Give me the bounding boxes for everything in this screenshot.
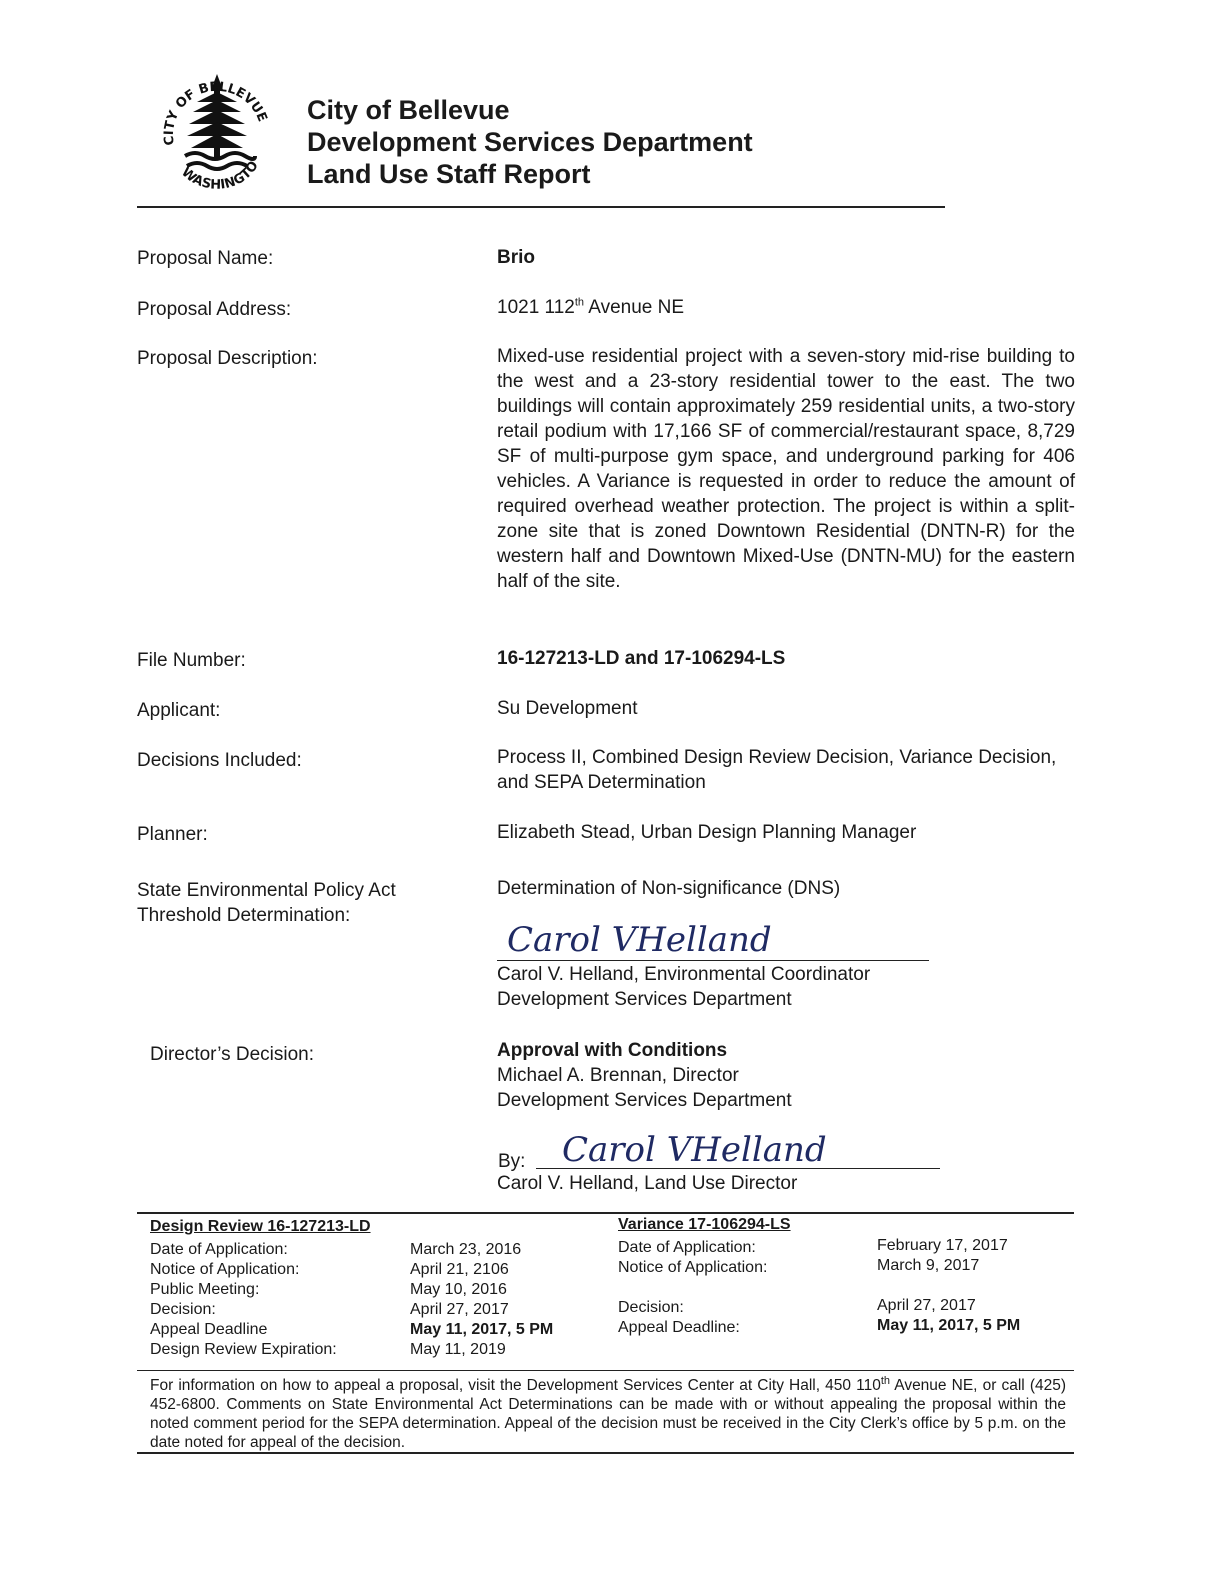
table-row: Appeal Deadline: (618, 1319, 740, 1336)
table-row: Design Review Expiration: (150, 1341, 337, 1358)
director-signature-line (536, 1168, 940, 1169)
header-report-title: Land Use Staff Report (307, 159, 591, 189)
director-decision-value: Approval with Conditions (497, 1040, 728, 1061)
director-name: Michael A. Brennan, Director (497, 1065, 739, 1086)
city-seal-logo (157, 70, 277, 205)
table-row: Date of Application: (150, 1241, 288, 1258)
appeal-information: For information on how to appeal a proposal, visit the Development Services Center at City Hall, 450 110th Avenue NE, or call (425) 452-6800. Comments on State Environmental Act Determinations can be made with or without appealing the proposal within the noted comment period for the SEPA determination. Appeal of the decision must be received in the City Clerk’s office by 5 p.m. on the date noted for appeal of the decision. (150, 1374, 1066, 1451)
proposal-address-label: Proposal Address: (137, 299, 292, 320)
header-city: City of Bellevue (307, 95, 510, 125)
file-number-label: File Number: (137, 650, 246, 671)
table-row: Public Meeting: (150, 1281, 260, 1298)
director-department: Development Services Department (497, 1090, 792, 1111)
table-bottom-rule (137, 1370, 1074, 1371)
table-cell: May 11, 2019 (410, 1341, 506, 1358)
table-row: Date of Application: (618, 1239, 756, 1256)
table-cell: May 10, 2016 (410, 1281, 507, 1298)
svg-text:CITY OF BELLEVUE: CITY OF BELLEVUE (161, 79, 270, 147)
director-decision-label: Director’s Decision: (150, 1044, 315, 1065)
table-top-rule (137, 1212, 1074, 1214)
variance-heading: Variance 17-106294-LS (618, 1216, 791, 1233)
table-cell: April 21, 2106 (410, 1261, 509, 1278)
table-cell: February 17, 2017 (877, 1237, 1008, 1254)
director-signer: Carol V. Helland, Land Use Director (497, 1173, 798, 1194)
header-department: Development Services Department (307, 127, 753, 157)
footer-rule (137, 1452, 1074, 1454)
table-row: Appeal Deadline (150, 1321, 268, 1338)
table-cell: April 27, 2017 (877, 1297, 976, 1314)
table-row: Decision: (618, 1299, 684, 1316)
table-cell: March 23, 2016 (410, 1241, 522, 1258)
variance-values (877, 1236, 1020, 1336)
design-review-labels (150, 1240, 337, 1360)
sepa-signature-line (497, 960, 929, 961)
decisions-label: Decisions Included: (137, 750, 302, 771)
table-row: Decision: (150, 1301, 216, 1318)
sepa-label-line1: State Environmental Policy Act (137, 880, 396, 901)
planner-label: Planner: (137, 824, 208, 845)
proposal-name-label: Proposal Name: (137, 248, 274, 269)
sepa-signer-department: Development Services Department (497, 989, 792, 1010)
file-number-value: 16-127213-LD and 17-106294-LS (497, 648, 786, 669)
planner-value: Elizabeth Stead, Urban Design Planning Manager (497, 822, 917, 843)
header-rule (137, 206, 945, 208)
proposal-address-value: 1021 112th Avenue NE (497, 296, 685, 318)
sepa-determination-value: Determination of Non-significance (DNS) (497, 878, 841, 899)
sepa-label-line2: Threshold Determination: (137, 905, 351, 926)
sepa-signature: Carol VHelland (507, 920, 772, 960)
applicant-label: Applicant: (137, 700, 221, 721)
svg-text:WASHINGTON: WASHINGTO (178, 158, 262, 193)
decisions-value: Process II, Combined Design Review Decision, Variance Decision, and SEPA Determination (497, 747, 1057, 793)
table-cell: April 27, 2017 (410, 1301, 509, 1318)
proposal-name-value: Brio (497, 247, 535, 268)
table-cell: March 9, 2017 (877, 1257, 980, 1274)
design-review-values (410, 1240, 553, 1360)
director-signature: Carol VHelland (562, 1130, 827, 1170)
applicant-value: Su Development (497, 698, 638, 719)
table-cell: May 11, 2017, 5 PM (877, 1317, 1021, 1334)
design-review-heading: Design Review 16-127213-LD (150, 1218, 371, 1235)
variance-labels (618, 1238, 767, 1338)
sepa-signer-name: Carol V. Helland, Environmental Coordinator (497, 964, 871, 985)
proposal-description-label: Proposal Description: (137, 348, 318, 369)
by-label: By: (498, 1151, 526, 1172)
proposal-description-value: Mixed-use residential project with a seven-story mid-rise building to the west and a 23-story residential tower to the east. The two buildings will contain approximately 259 residential units, a two-story retail podium with 17,166 SF of commercial/restaurant space, 8,729 SF of multi-purpose gym space, and underground parking for 406 vehicles. A Variance is requested in order to reduce the amount of required overhead weather protection. The project is within a split-zone site that is zoned Downtown Residential (DNTN-R) for the western half and Downtown Mixed-Use (DNTN-MU) for the eastern half of the site. (497, 346, 1075, 592)
table-cell: May 11, 2017, 5 PM (410, 1321, 554, 1338)
table-row: Notice of Application: (618, 1259, 768, 1276)
table-row: Notice of Application: (150, 1261, 300, 1278)
